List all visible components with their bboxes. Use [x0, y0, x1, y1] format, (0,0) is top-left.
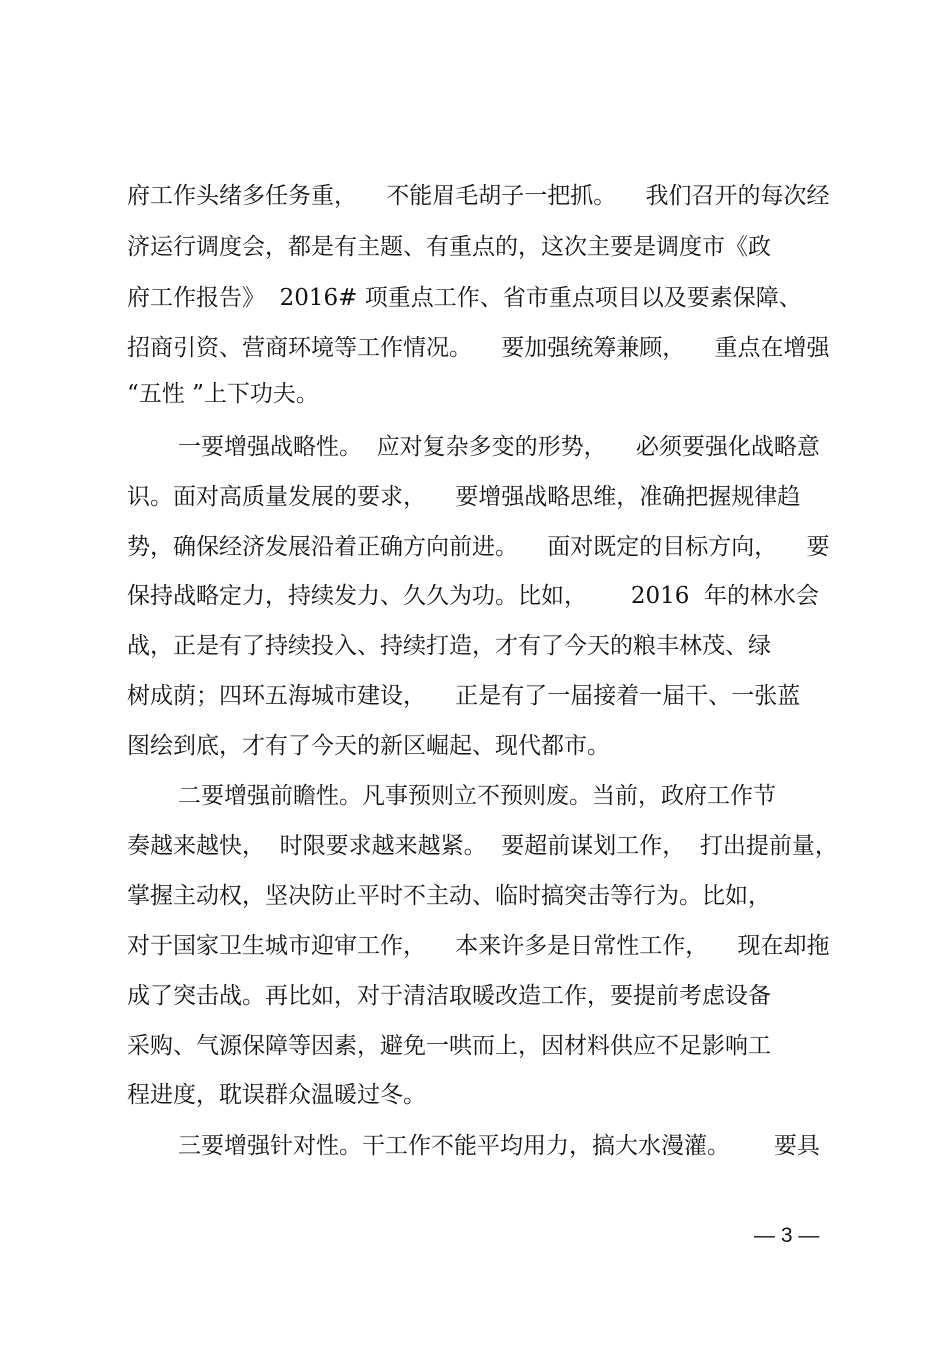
paragraph-2-first-line: 二要增强前瞻性。凡事预则立不预则废。当前，政府工作节: [178, 783, 776, 809]
text-line-5: “五性 ”上下功夫。: [127, 381, 319, 407]
text-line-15: 掌握主动权，坚决防止平时不主动、临时搞突击等行为。比如，: [127, 883, 771, 909]
text-line-17: 成了突击战。再比如，对于清洁取暖改造工作，要提前考虑设备: [127, 983, 771, 1009]
text-line-14: 奏越来越快， 时限要求越来越紧。 要超前谋划工作， 打出提前量，: [127, 833, 838, 859]
text-line-7: 识。面对高质量发展的要求， 要增强战略思维，准确把握规律趋: [127, 484, 801, 510]
paragraph-1-first-line: 一要增强战略性。 应对复杂多变的形势， 必须要强化战略意: [178, 434, 820, 460]
text-line-12: 图绘到底，才有了今天的新区崛起、现代都市。: [127, 733, 610, 759]
text-line-9: 保持战略定力，持续发力、久久为功。比如， 2016 年的林水会: [127, 583, 820, 609]
text-line-16: 对于国家卫生城市迎审工作， 本来许多是日常性工作， 现在却拖: [127, 933, 830, 959]
text-line-10: 战，正是有了持续投入、持续打造，才有了今天的粮丰林茂、绿: [127, 633, 771, 659]
text-line-8: 势，确保经济发展沿着正确方向前进。 面对既定的目标方向， 要: [127, 534, 830, 560]
text-line-4: 招商引资、营商环境等工作情况。 要加强统筹兼顾， 重点在增强: [127, 335, 830, 361]
text-line-2: 济运行调度会，都是有主题、有重点的，这次主要是调度市《政: [127, 234, 771, 260]
page-number: — 3 —: [754, 1224, 820, 1247]
paragraph-3-first-line: 三要增强针对性。干工作不能平均用力，搞大水漫灌。 要具: [178, 1133, 820, 1159]
text-line-3: 府工作报告》 2016# 项重点工作、省市重点项目以及要素保障、: [127, 285, 802, 311]
text-line-1: 府工作头绪多任务重， 不能眉毛胡子一把抓。 我们召开的每次经: [127, 183, 830, 209]
text-line-19: 程进度，耽误群众温暖过冬。: [127, 1082, 426, 1108]
text-line-11: 树成荫；四环五海城市建设， 正是有了一届接着一届干、一张蓝: [127, 683, 801, 709]
text-line-18: 采购、气源保障等因素，避免一哄而上，因材料供应不足影响工: [127, 1033, 771, 1059]
